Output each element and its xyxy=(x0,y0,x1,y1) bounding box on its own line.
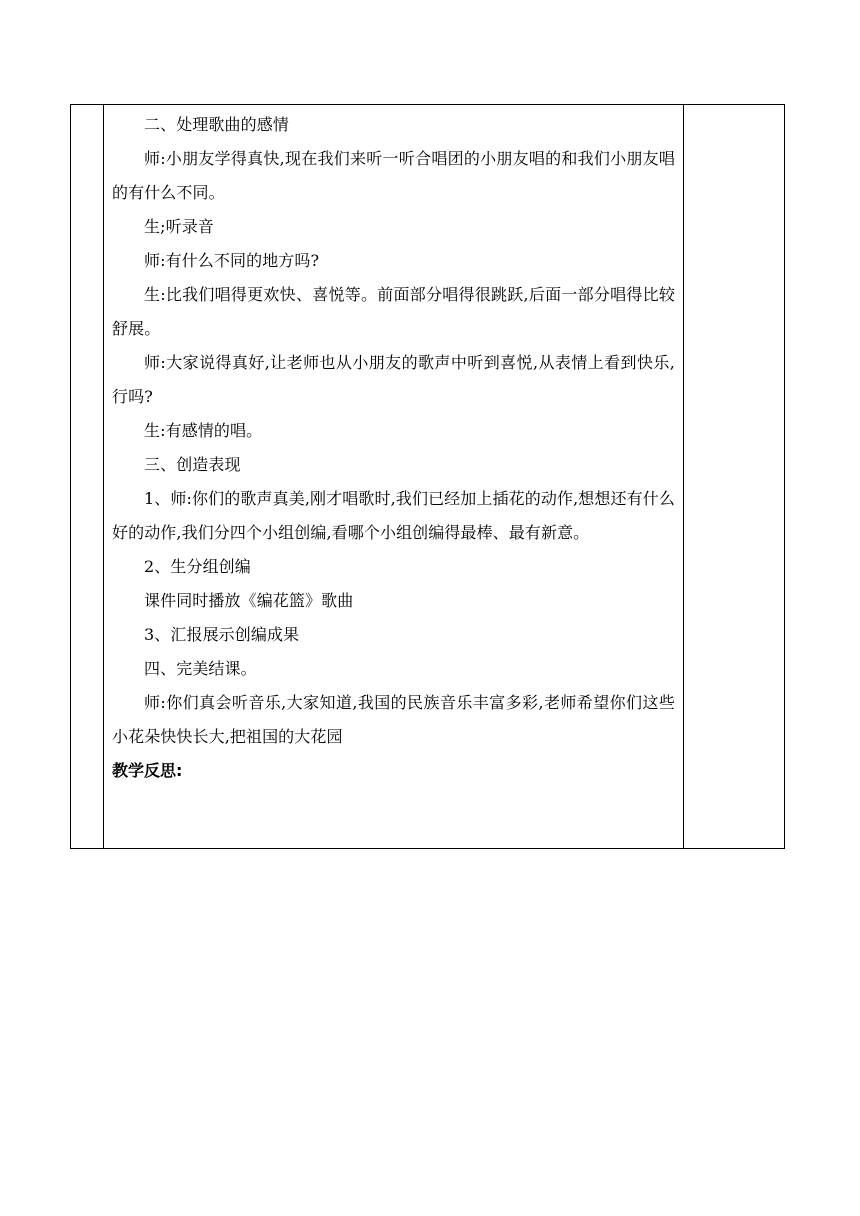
dialogue-paragraph: 师:你们真会听音乐,大家知道,我国的民族音乐丰富多彩,老师希望你们这些小花朵快快长大,把祖国的大花园 xyxy=(112,693,675,746)
step-paragraph: 1、师:你们的歌声真美,刚才唱歌时,我们已经加上插花的动作,想想还有什么好的动作,我们分四个小组创编,看哪个小组创编得最棒、最有新意。 xyxy=(112,489,675,542)
section-heading: 三、创造表现 xyxy=(144,455,241,474)
section-heading: 二、处理歌曲的感情 xyxy=(144,115,289,134)
step-paragraph: 课件同时播放《编花篮》歌曲 xyxy=(144,591,354,610)
right-column-divider xyxy=(683,105,684,848)
step-paragraph: 2、生分组创编 xyxy=(144,557,251,576)
dialogue-paragraph: 师:大家说得真好,让老师也从小朋友的歌声中听到喜悦,从表情上看到快乐,行吗? xyxy=(112,353,675,406)
lesson-plan-table xyxy=(70,104,785,849)
section-heading: 四、完美结课。 xyxy=(144,659,257,678)
dialogue-paragraph: 生:有感情的唱。 xyxy=(144,421,263,440)
step-paragraph: 3、汇报展示创编成果 xyxy=(144,625,300,644)
dialogue-paragraph: 师:小朋友学得真快,现在我们来听一听合唱团的小朋友唱的和我们小朋友唱的有什么不同。 xyxy=(112,149,675,202)
dialogue-paragraph: 生;听录音 xyxy=(144,217,214,236)
dialogue-paragraph: 生:比我们唱得更欢快、喜悦等。前面部分唱得很跳跃,后面一部分唱得比较舒展。 xyxy=(112,285,675,338)
dialogue-paragraph: 师:有什么不同的地方吗? xyxy=(144,251,320,270)
teaching-reflection-label: 教学反思: xyxy=(112,761,183,780)
lesson-content-cell xyxy=(104,105,683,788)
